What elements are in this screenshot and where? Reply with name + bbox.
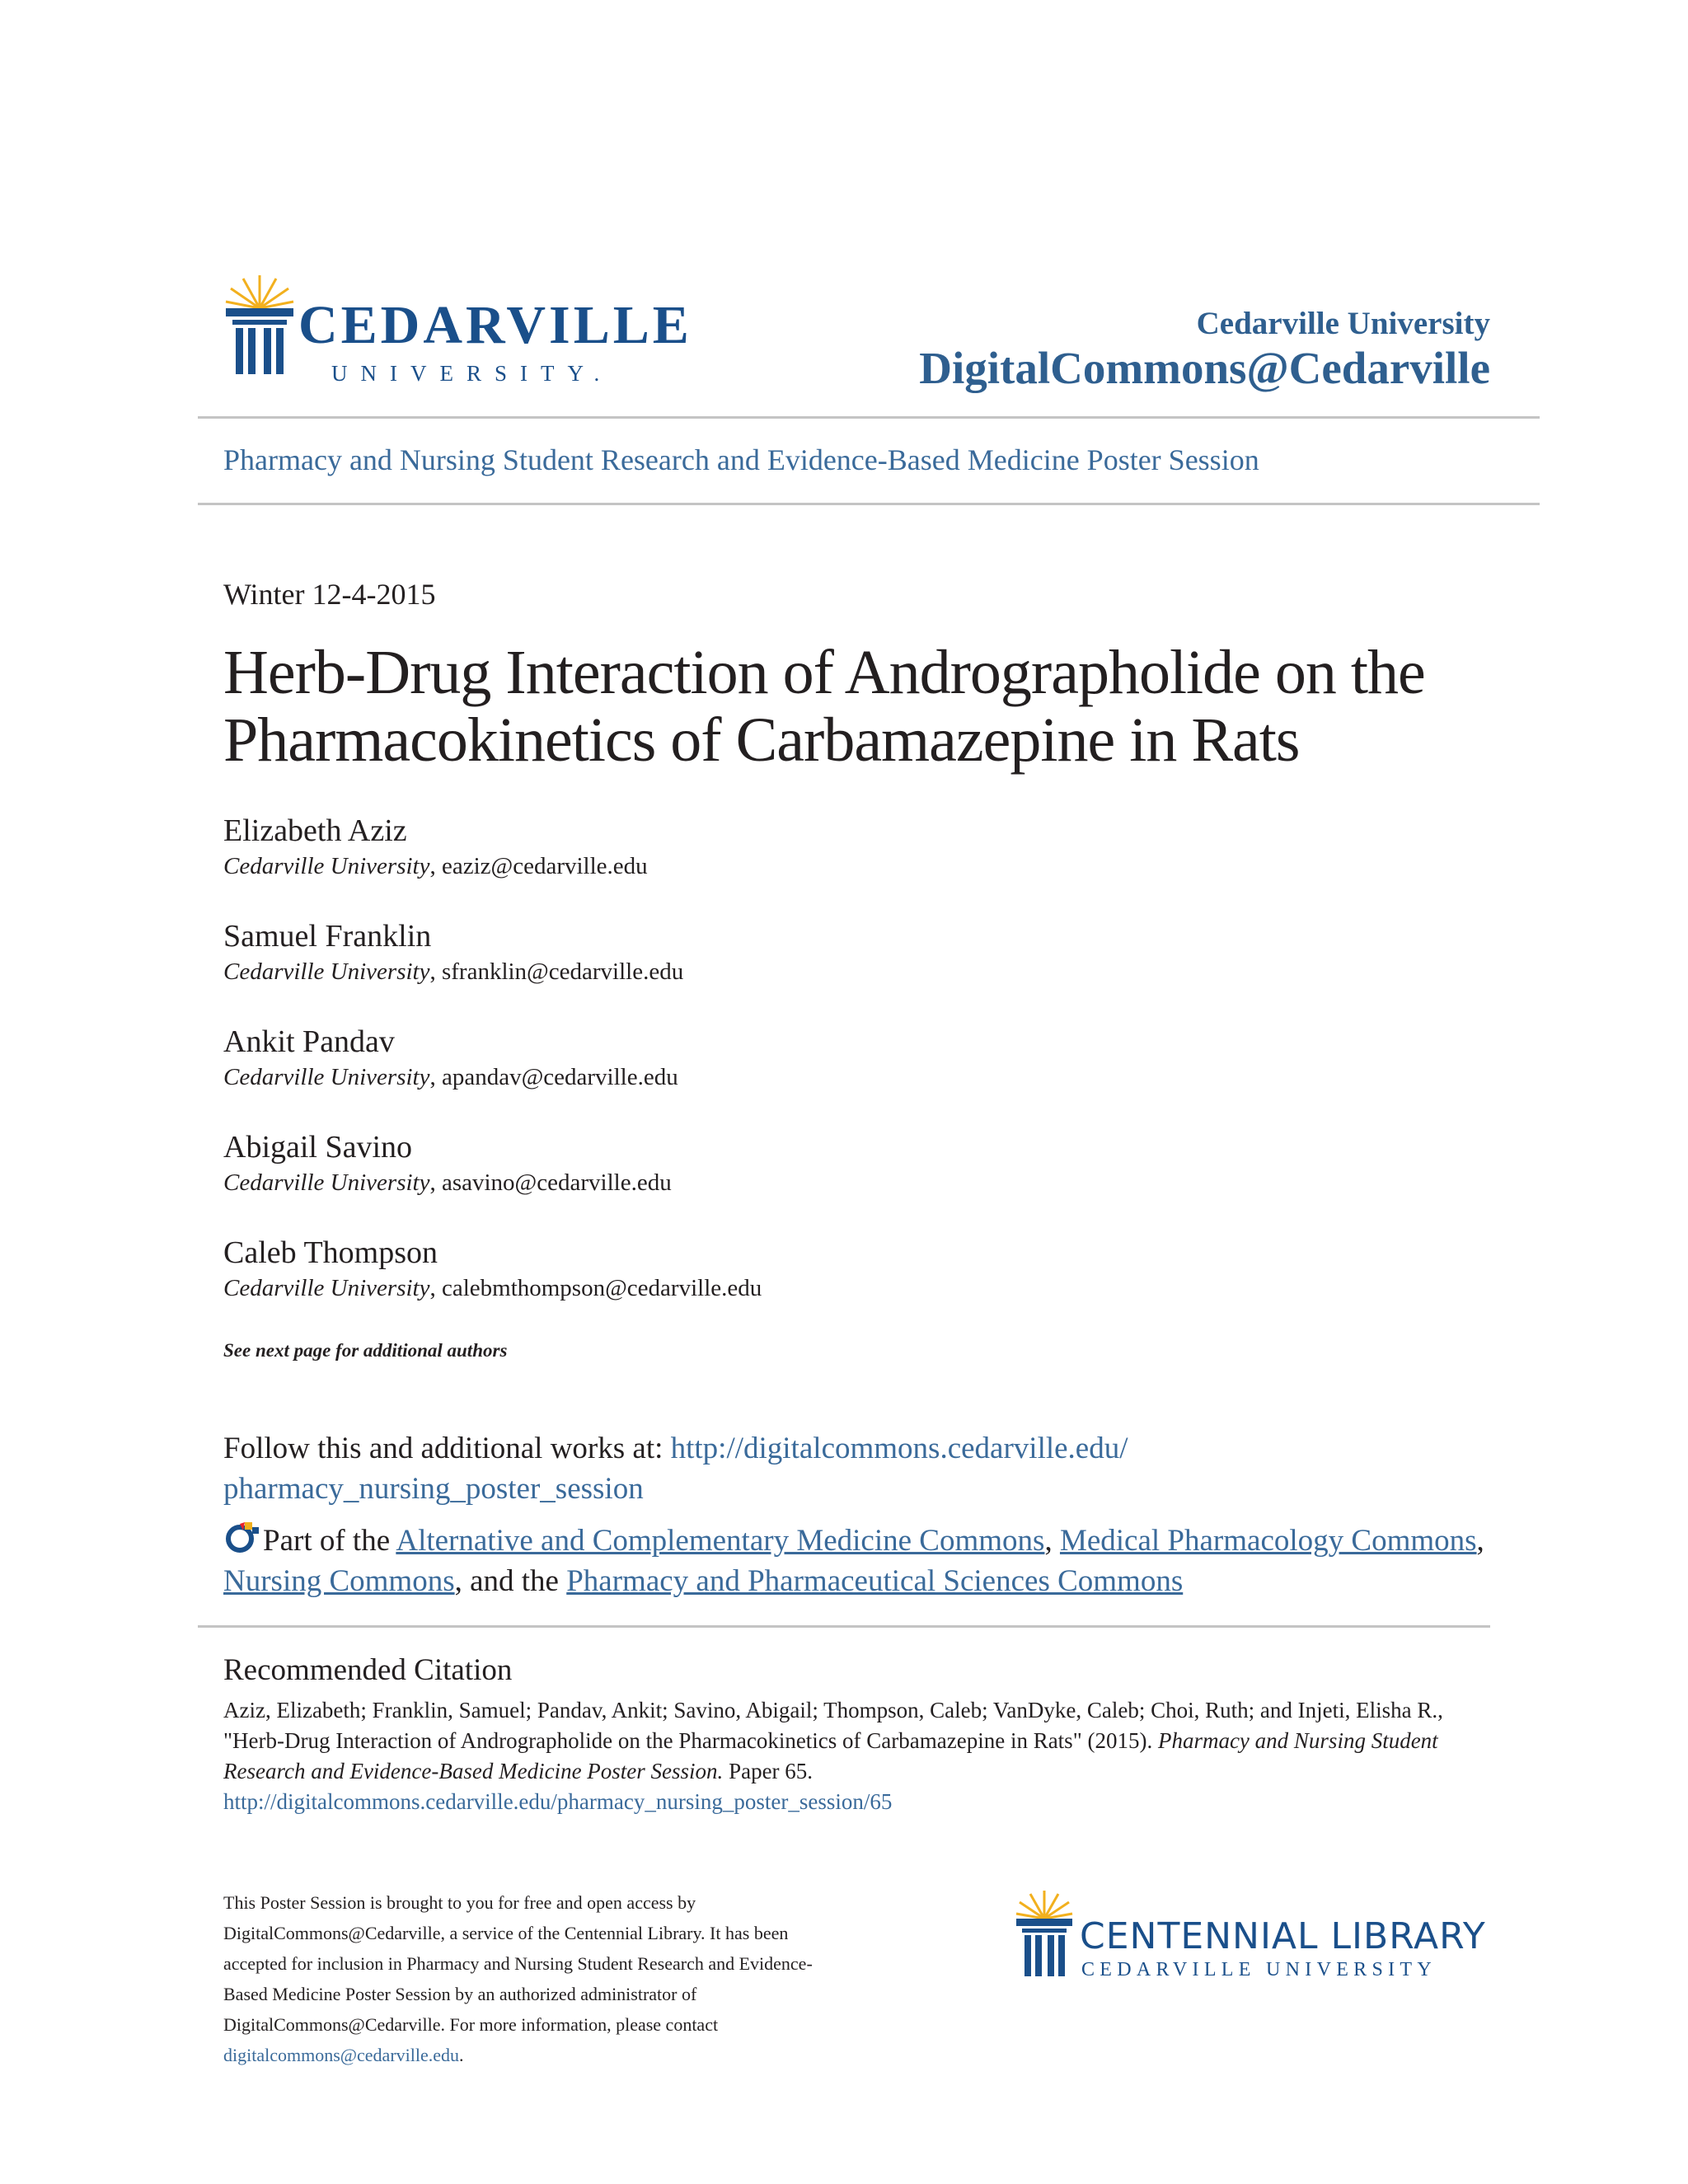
author-entry	[223, 1234, 762, 1305]
commons-link-medical-pharmacology[interactable]: Medical Pharmacology Commons	[1059, 1524, 1477, 1558]
commons-link-alt-medicine[interactable]: Alternative and Complementary Medicine Commons	[396, 1524, 1045, 1558]
see-next-page-note: See next page for additional authors	[223, 1340, 508, 1361]
university-link[interactable]: Cedarville University	[1196, 306, 1490, 341]
citation-url-link[interactable]: http://digitalcommons.cedarville.edu/pharmacy_nursing_poster_session/65	[223, 1789, 893, 1814]
collection-url-link-cont[interactable]: pharmacy_nursing_poster_session	[223, 1472, 644, 1506]
author-affiliation: Cedarville University, calebmthompson@cedarville.edu	[223, 1275, 762, 1301]
author-name: Elizabeth Aziz	[223, 813, 407, 848]
publication-date: Winter 12-4-2015	[223, 578, 436, 611]
author-entry	[223, 812, 648, 883]
commons-link-pharmacy[interactable]: Pharmacy and Pharmaceutical Sciences Commons	[566, 1564, 1184, 1598]
logo-wordmark: CEDARVILLE	[298, 295, 692, 355]
paper-title: Herb-Drug Interaction of Andrographolide on the Pharmacokinetics of Carbamazepine in Rats	[223, 638, 1425, 775]
repository-link[interactable]: DigitalCommons@Cedarville	[919, 342, 1490, 393]
series-divider	[198, 503, 1540, 505]
centennial-library-logo[interactable]	[1014, 1887, 1486, 1986]
follow-works	[223, 1428, 1493, 1509]
commons-network-icon	[223, 1521, 260, 1554]
library-name: CENTENNIAL LIBRARY	[1080, 1915, 1486, 1957]
library-column-sun-icon	[1014, 1887, 1075, 1986]
author-entry	[223, 1128, 672, 1199]
part-of-label: Part of the	[263, 1524, 396, 1558]
author-entry	[223, 1023, 678, 1094]
part-of-commons: Part of the Alternative and Complementary Medicine Commons, Medical Pharmacology Commons, Nursing Commons, and the Pharmacy and Pharmaceutical Sciences Commons	[223, 1521, 1493, 1601]
citation-journal: Pharmacy and Nursing Student Research and Evidence-Based Medicine Poster Session.	[223, 1728, 1438, 1783]
author-name: Caleb Thompson	[223, 1235, 438, 1270]
follow-label: Follow this and additional works at:	[223, 1432, 671, 1465]
commons-link-nursing[interactable]: Nursing Commons	[223, 1564, 455, 1598]
header-divider	[198, 416, 1540, 419]
contact-email-link[interactable]: digitalcommons@cedarville.edu	[223, 2045, 460, 2065]
cedarville-university-logo[interactable]	[223, 272, 692, 387]
author-name: Samuel Franklin	[223, 919, 432, 954]
citation-body	[223, 1695, 1460, 1817]
author-entry	[223, 917, 683, 988]
collection-url-link[interactable]: http://digitalcommons.cedarville.edu/	[670, 1432, 1128, 1465]
access-notice: This Poster Session is brought to you for free and open access by DigitalCommons@Cedarville, a service of the Centennial Library. It has been accepted for inclusion in Pharmacy and Nursing Student Research and Evidence-Based Medicine Poster Session by an authorized administrator of DigitalCommons@Cedarville. For more information, please contact digitalcommons@cedarville.edu.	[223, 1892, 813, 2065]
author-affiliation: Cedarville University, asavino@cedarville.edu	[223, 1169, 672, 1196]
author-affiliation: Cedarville University, apandav@cedarville.edu	[223, 1064, 678, 1090]
author-name: Ankit Pandav	[223, 1024, 395, 1059]
series-link[interactable]: Pharmacy and Nursing Student Research and Evidence-Based Medicine Poster Session	[223, 443, 1259, 476]
column-sun-icon	[223, 272, 297, 379]
repository-header	[919, 307, 1490, 394]
author-name: Abigail Savino	[223, 1130, 413, 1165]
logo-subword: UNIVERSITY.	[331, 361, 613, 386]
citation-heading: Recommended Citation	[223, 1653, 513, 1687]
library-university: CEDARVILLE UNIVERSITY	[1081, 1959, 1437, 1980]
access-notice-text: This Poster Session is brought to you for free and open access by DigitalCommons@Cedarville, a service of the Centennial Library. It has been accepted for inclusion in Pharmacy and Nursing Student Research and Evidence-Based Medicine Poster Session by an authorized administrator of DigitalCommons@Cedarville. For more information, please contact	[223, 1892, 813, 2035]
author-affiliation: Cedarville University, eaziz@cedarville.edu	[223, 853, 648, 879]
citation-text: Aziz, Elizabeth; Franklin, Samuel; Pandav, Ankit; Savino, Abigail; Thompson, Caleb; VanDyke, Caleb; Choi, Ruth; and Injeti, Elisha R., "Herb-Drug Interaction of Andrographolide on the Pharmacokinetics of Carbamazepine in Rats" (2015).	[223, 1698, 1443, 1753]
citation-paper: Paper 65.	[723, 1759, 814, 1783]
author-affiliation: Cedarville University, sfranklin@cedarville.edu	[223, 958, 684, 985]
citation-divider	[198, 1625, 1490, 1628]
